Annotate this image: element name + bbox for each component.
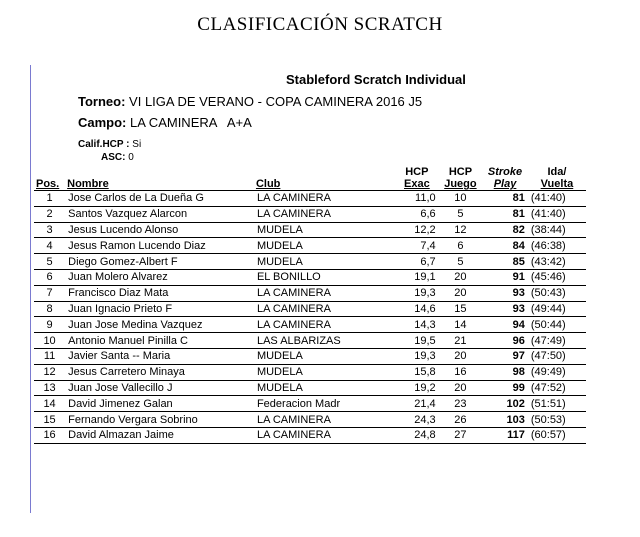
cell-nombre: Antonio Manuel Pinilla C — [65, 333, 254, 349]
cell-idavuelta: (47:52) — [528, 380, 586, 396]
table-row — [34, 317, 586, 333]
cell-juego: 5 — [439, 254, 483, 270]
cell-nombre: Francisco Diaz Mata — [65, 285, 254, 301]
torneo-value: VI LIGA DE VERANO - COPA CAMINERA 2016 J5 — [129, 94, 423, 109]
cell-club: Federacion Madr — [254, 396, 395, 412]
cell-stroke: 91 — [482, 269, 528, 285]
cell-club: LA CAMINERA — [254, 317, 395, 333]
cell-stroke: 97 — [482, 348, 528, 364]
cell-club: MUDELA — [254, 254, 395, 270]
cell-idavuelta: (41:40) — [528, 191, 586, 207]
cell-idavuelta: (51:51) — [528, 396, 586, 412]
cell-stroke: 117 — [482, 427, 528, 443]
calif-label: Calif.HCP : — [78, 139, 130, 150]
cell-exac: 19,2 — [395, 380, 439, 396]
cell-pos: 1 — [34, 191, 65, 207]
calif-line — [78, 139, 141, 150]
cell-club: LA CAMINERA — [254, 412, 395, 428]
cell-club: LA CAMINERA — [254, 285, 395, 301]
cell-juego: 20 — [439, 348, 483, 364]
cell-idavuelta: (43:42) — [528, 254, 586, 270]
table-row — [34, 427, 586, 443]
cell-exac: 14,3 — [395, 317, 439, 333]
header-stroke-play: Stroke Play — [482, 166, 528, 191]
cell-nombre: Santos Vazquez Alarcon — [65, 206, 254, 222]
cell-pos: 8 — [34, 301, 65, 317]
header-club: Club — [254, 166, 395, 191]
cell-exac: 6,7 — [395, 254, 439, 270]
campo-label: Campo: — [78, 115, 127, 130]
cell-exac: 21,4 — [395, 396, 439, 412]
cell-pos: 11 — [34, 348, 65, 364]
table-row — [34, 364, 586, 380]
cell-stroke: 103 — [482, 412, 528, 428]
cell-pos: 12 — [34, 364, 65, 380]
cell-club: LA CAMINERA — [254, 191, 395, 207]
cell-pos: 16 — [34, 427, 65, 443]
cell-exac: 7,4 — [395, 238, 439, 254]
table-row — [34, 254, 586, 270]
cell-exac: 14,6 — [395, 301, 439, 317]
cell-exac: 12,2 — [395, 222, 439, 238]
header-pos: Pos. — [34, 166, 65, 191]
cell-nombre: Juan Jose Medina Vazquez — [65, 317, 254, 333]
cell-club: LA CAMINERA — [254, 206, 395, 222]
cell-club: MUDELA — [254, 238, 395, 254]
cell-juego: 26 — [439, 412, 483, 428]
campo-value: LA CAMINERA A+A — [130, 115, 252, 130]
header-hcp-exac: HCP Exac — [395, 166, 439, 191]
table-row — [34, 238, 586, 254]
cell-pos: 3 — [34, 222, 65, 238]
cell-juego: 20 — [439, 269, 483, 285]
cell-stroke: 102 — [482, 396, 528, 412]
table-row — [34, 380, 586, 396]
table-row — [34, 333, 586, 349]
cell-exac: 19,3 — [395, 348, 439, 364]
cell-club: MUDELA — [254, 348, 395, 364]
cell-idavuelta: (46:38) — [528, 238, 586, 254]
cell-club: LAS ALBARIZAS — [254, 333, 395, 349]
cell-juego: 10 — [439, 191, 483, 207]
table-row — [34, 348, 586, 364]
cell-exac: 11,0 — [395, 191, 439, 207]
cell-stroke: 93 — [482, 301, 528, 317]
asc-label: ASC: — [101, 152, 126, 163]
table-row — [34, 222, 586, 238]
cell-pos: 7 — [34, 285, 65, 301]
cell-exac: 15,8 — [395, 364, 439, 380]
cell-pos: 14 — [34, 396, 65, 412]
cell-nombre: Diego Gomez-Albert F — [65, 254, 254, 270]
cell-pos: 5 — [34, 254, 65, 270]
cell-nombre: Juan Ignacio Prieto F — [65, 301, 254, 317]
cell-idavuelta: (47:50) — [528, 348, 586, 364]
cell-stroke: 82 — [482, 222, 528, 238]
cell-idavuelta: (47:49) — [528, 333, 586, 349]
cell-club: LA CAMINERA — [254, 301, 395, 317]
cell-stroke: 85 — [482, 254, 528, 270]
cell-club: LA CAMINERA — [254, 427, 395, 443]
cell-club: EL BONILLO — [254, 269, 395, 285]
cell-stroke: 99 — [482, 380, 528, 396]
torneo-label: Torneo: — [78, 94, 126, 109]
cell-juego: 6 — [439, 238, 483, 254]
header-ida-vuelta: Ida/ Vuelta — [528, 166, 586, 191]
page-title: CLASIFICACIÓN SCRATCH — [197, 14, 443, 35]
cell-club: MUDELA — [254, 222, 395, 238]
cell-nombre: Jesus Lucendo Alonso — [65, 222, 254, 238]
cell-stroke: 98 — [482, 364, 528, 380]
cell-exac: 19,3 — [395, 285, 439, 301]
cell-juego: 16 — [439, 364, 483, 380]
cell-pos: 9 — [34, 317, 65, 333]
table-row — [34, 191, 586, 207]
cell-stroke: 93 — [482, 285, 528, 301]
table-header-row — [34, 166, 586, 191]
cell-stroke: 96 — [482, 333, 528, 349]
table-row — [34, 269, 586, 285]
cell-pos: 2 — [34, 206, 65, 222]
cell-pos: 4 — [34, 238, 65, 254]
calif-value: Si — [132, 139, 142, 150]
cell-idavuelta: (41:40) — [528, 206, 586, 222]
header-hcp-juego: HCP Juego — [439, 166, 483, 191]
left-margin-line — [30, 65, 31, 513]
cell-exac: 19,5 — [395, 333, 439, 349]
header-nombre: Nombre — [65, 166, 254, 191]
cell-nombre: David Almazan Jaime — [65, 427, 254, 443]
cell-juego: 27 — [439, 427, 483, 443]
cell-nombre: Jesus Carretero Minaya — [65, 364, 254, 380]
campo-line — [78, 115, 252, 130]
cell-juego: 14 — [439, 317, 483, 333]
cell-nombre: Jose Carlos de La Dueña G — [65, 191, 254, 207]
cell-pos: 15 — [34, 412, 65, 428]
results-table — [34, 166, 586, 444]
cell-nombre: Juan Jose Vallecillo J — [65, 380, 254, 396]
cell-nombre: Juan Molero Alvarez — [65, 269, 254, 285]
cell-exac: 6,6 — [395, 206, 439, 222]
cell-juego: 23 — [439, 396, 483, 412]
cell-exac: 19,1 — [395, 269, 439, 285]
cell-idavuelta: (60:57) — [528, 427, 586, 443]
cell-nombre: Javier Santa -- Maria — [65, 348, 254, 364]
cell-idavuelta: (50:43) — [528, 285, 586, 301]
table-row — [34, 301, 586, 317]
asc-line — [101, 152, 134, 163]
cell-stroke: 81 — [482, 191, 528, 207]
cell-stroke: 84 — [482, 238, 528, 254]
cell-juego: 20 — [439, 285, 483, 301]
cell-exac: 24,8 — [395, 427, 439, 443]
cell-idavuelta: (45:46) — [528, 269, 586, 285]
cell-pos: 13 — [34, 380, 65, 396]
cell-nombre: Fernando Vergara Sobrino — [65, 412, 254, 428]
cell-pos: 10 — [34, 333, 65, 349]
cell-juego: 15 — [439, 301, 483, 317]
cell-juego: 5 — [439, 206, 483, 222]
competition-subtitle: Stableford Scratch Individual — [286, 72, 466, 87]
cell-stroke: 94 — [482, 317, 528, 333]
cell-stroke: 81 — [482, 206, 528, 222]
cell-idavuelta: (50:53) — [528, 412, 586, 428]
cell-nombre: Jesus Ramon Lucendo Diaz — [65, 238, 254, 254]
table-row — [34, 412, 586, 428]
cell-juego: 20 — [439, 380, 483, 396]
cell-club: MUDELA — [254, 364, 395, 380]
results-body — [34, 191, 586, 444]
cell-idavuelta: (49:44) — [528, 301, 586, 317]
cell-idavuelta: (49:49) — [528, 364, 586, 380]
cell-juego: 21 — [439, 333, 483, 349]
cell-idavuelta: (38:44) — [528, 222, 586, 238]
cell-nombre: David Jimenez Galan — [65, 396, 254, 412]
asc-value: 0 — [128, 152, 134, 163]
cell-pos: 6 — [34, 269, 65, 285]
cell-exac: 24,3 — [395, 412, 439, 428]
cell-club: MUDELA — [254, 380, 395, 396]
table-row — [34, 396, 586, 412]
torneo-line — [78, 94, 422, 109]
table-row — [34, 285, 586, 301]
cell-idavuelta: (50:44) — [528, 317, 586, 333]
cell-juego: 12 — [439, 222, 483, 238]
table-row — [34, 206, 586, 222]
